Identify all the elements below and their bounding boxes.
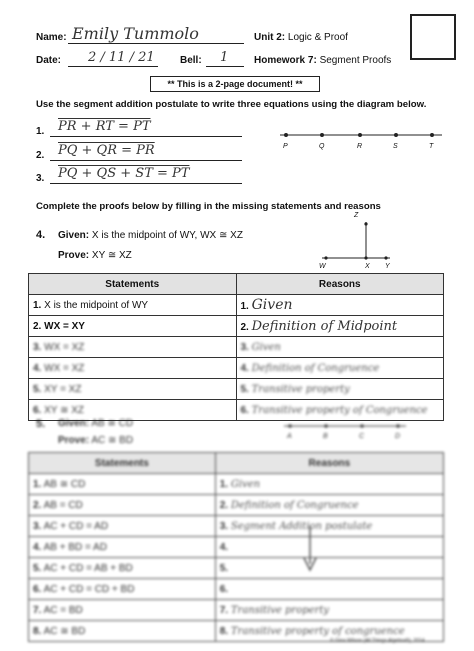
proof5-label-d: D (395, 433, 401, 440)
answer-1-line (50, 136, 242, 137)
table-row: 2. WX = XY 2. Definition of Midpoint (29, 316, 444, 337)
statement-cell: AB = CD (43, 499, 83, 511)
notice-banner: ** This is a 2-page document! ** (150, 76, 320, 92)
proof5-given-label: Given: (58, 418, 90, 429)
reason-cell: Definition of Congruence (230, 499, 359, 511)
proof4-given (58, 230, 243, 241)
proof4-label-w: W (319, 263, 326, 270)
answer-2-text: PQ + QR = PR (58, 143, 155, 158)
score-box (410, 14, 456, 60)
proof4-label-z: Z (354, 212, 359, 219)
proof5-label-b: B (323, 433, 328, 440)
date-value: 2 / 11 / 21 (88, 50, 155, 65)
statement-cell: AC + CD = AD (43, 520, 109, 532)
table-row: 5. XY = XZ 5. Transitive property (29, 379, 444, 400)
proof5-reasons-header: Reasons (215, 453, 443, 474)
answer-1-text: PR + RT = PT (58, 119, 151, 134)
statement-cell: X is the midpoint of WY (44, 299, 149, 311)
proof4-statements-header: Statements (29, 274, 237, 295)
proof4-prove-text: XY ≅ XZ (91, 250, 132, 261)
table-row: 8. AC ≅ BD 8. Transitive property of congruence (29, 621, 444, 642)
proof5-statements-header: Statements (29, 453, 216, 474)
label-p: P (283, 143, 288, 150)
table-row: 3. WX = XZ 3. Given (29, 337, 444, 358)
reason-cell: Segment Addition postulate (230, 520, 373, 532)
proof4-number: 4. (36, 229, 46, 241)
statement-cell: WX = XZ (44, 362, 85, 374)
table-row: 1. X is the midpoint of WY 1. Given (29, 295, 444, 316)
label-t: T (429, 143, 434, 150)
table-row: 3. AC + CD = AD 3. Segment Addition postulate (29, 516, 444, 537)
answer-3-line (50, 183, 242, 184)
proof5-header-row (29, 453, 444, 474)
table-row: 5. AC + CD = AB + BD 5. (29, 558, 444, 579)
name-value: Emily Tummolo (72, 24, 199, 43)
proof4-given-label: Given: (58, 230, 90, 241)
reason-cell: Definition of Congruence (251, 362, 380, 374)
statement-cell: WX = XZ (44, 341, 85, 353)
homework-line (254, 55, 391, 66)
statement-cell: XY = XZ (44, 383, 82, 395)
proof5-table (28, 452, 444, 642)
table-row: 6. AC + CD = CD + BD 6. (29, 579, 444, 600)
table-row: 1. AB ≅ CD 1. Given (29, 474, 444, 495)
statement-cell: XY ≅ XZ (44, 404, 84, 416)
unit-value: Logic & Proof (287, 32, 348, 43)
reason-cell: Transitive property of Congruence (251, 404, 428, 416)
reason-cell: Transitive property of congruence (230, 625, 405, 637)
down-arrow-icon (300, 524, 320, 574)
unit-label: Unit 2: (254, 32, 286, 43)
proof4-reasons-header: Reasons (236, 274, 444, 295)
proof5-prove (58, 435, 133, 446)
proof4-prove-label: Prove: (58, 250, 90, 261)
answer-3-num: 3. (36, 173, 45, 184)
footer-copyright: © Gina Wilson (All Things Algebra®), 2014 (330, 638, 425, 644)
proof5-prove-text: AC ≅ BD (91, 435, 134, 446)
homework-label: Homework 7: (254, 55, 317, 66)
proof4-prove (58, 250, 132, 261)
reason-cell: Given (251, 297, 293, 313)
proof5-diagram (280, 420, 410, 432)
statement-cell: AC + CD = CD + BD (43, 583, 135, 595)
part2-instruction: Complete the proofs below by filling in the missing statements and reasons (36, 201, 381, 212)
statement-cell: AC + CD = AB + BD (43, 562, 133, 574)
proof4-given-text: X is the midpoint of WY, WX ≅ XZ (91, 230, 243, 241)
reason-cell: Transitive property (230, 604, 329, 616)
answer-1-num: 1. (36, 126, 45, 137)
proof5-label-c: C (359, 433, 365, 440)
statement-cell: AC = BD (43, 604, 83, 616)
date-label: Date: (36, 55, 62, 66)
table-row: 6. XY ≅ XZ 6. Transitive property of Congruence (29, 400, 444, 421)
proof5-number: 5. (36, 418, 46, 430)
reason-cell: Given (230, 478, 261, 490)
statement-cell: WX = XY (44, 320, 85, 332)
proof5-label-a: A (287, 433, 292, 440)
date-underline (68, 66, 158, 67)
name-underline (68, 43, 244, 44)
table-row: 7. AC = BD 7. Transitive property (29, 600, 444, 621)
segment-diagram-pt (276, 128, 446, 142)
proof5-given (58, 418, 133, 429)
bell-label: Bell: (180, 55, 202, 66)
proof5-given-text: AB ≅ CD (91, 418, 134, 429)
statement-cell: AC ≅ BD (43, 625, 86, 637)
bell-underline (206, 66, 244, 67)
reason-cell: Given (251, 341, 281, 353)
label-s: S (393, 143, 398, 150)
answer-2-num: 2. (36, 150, 45, 161)
proof4-diagram (316, 216, 396, 262)
reason-cell: Transitive property (251, 383, 350, 395)
answer-2-line (50, 160, 242, 161)
part1-instruction: Use the segment addition postulate to write three equations using the diagram below. (36, 99, 427, 110)
proof4-header-row (29, 274, 444, 295)
statement-cell: AB + BD = AD (43, 541, 107, 553)
proof5-prove-label: Prove: (58, 435, 90, 446)
homework-value: Segment Proofs (319, 55, 392, 66)
name-label: Name: (36, 32, 67, 43)
statement-cell: AB ≅ CD (43, 478, 86, 490)
proof4-table (28, 273, 444, 421)
table-row: 2. AB = CD 2. Definition of Congruence (29, 495, 444, 516)
bell-value: 1 (220, 50, 229, 65)
proof4-label-x: X (365, 263, 370, 270)
label-r: R (357, 143, 363, 150)
answer-3-text: PQ + QS + ST = PT (58, 166, 190, 181)
proof4-label-y: Y (385, 263, 390, 270)
label-q: Q (319, 143, 325, 150)
table-row: 4. WX = XZ 4. Definition of Congruence (29, 358, 444, 379)
reason-cell: Definition of Midpoint (251, 318, 398, 334)
unit-line (254, 32, 348, 43)
table-row: 4. AB + BD = AD 4. (29, 537, 444, 558)
